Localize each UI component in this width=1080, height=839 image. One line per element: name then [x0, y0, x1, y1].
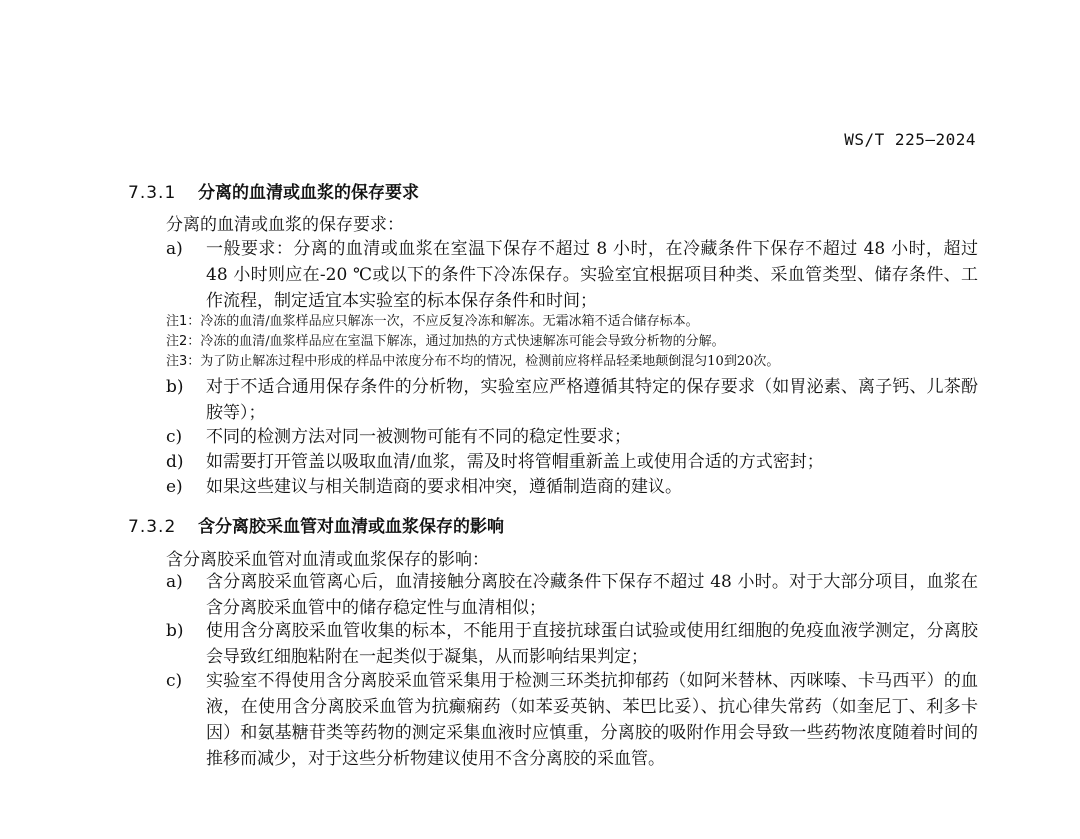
section-title: 分离的血清或血浆的保存要求 — [198, 183, 419, 203]
list-item-text: 一般要求：分离的血清或血浆在室温下保存不超过 8 小时，在冷藏条件下保存不超过 48 小时，超过 48 小时则应在-20 ℃或以下的条件下冷冻保存。实验室宜根据项目种类、采血管类型、储存条件、工作流程，制定适宜本实验室的标本保存条件和时间； — [206, 239, 978, 311]
note-label: 注3： — [166, 354, 201, 369]
list-item — [166, 569, 978, 621]
section-heading-7-3-1 — [128, 178, 419, 203]
list-item — [166, 474, 978, 500]
list-item-text: 实验室不得使用含分离胶采血管采集用于检测三环类抗抑郁药（如阿米替林、丙咪嗪、卡马西平）的血液，在使用含分离胶采血管为抗癫痫药（如苯妥英钠、苯巴比妥）、抗心律失常药（如奎尼丁、利多卡因）和氨基糖苷类等药物的测定采集血液时应慎重，分离胶的吸附作用会导致一些药物浓度随着时间的推移而减少，对于这些分析物建议使用不含分离胶的采血管。 — [206, 671, 978, 769]
section-number: 7.3.1 — [128, 183, 177, 203]
section-title: 含分离胶采血管对血清或血浆保存的影响 — [198, 517, 504, 537]
list-item-text: 含分离胶采血管离心后，血清接触分离胶在冷藏条件下保存不超过 48 小时。对于大部分项目，血浆在含分离胶采血管中的储存稳定性与血清相似； — [206, 572, 978, 618]
list-marker: b) — [166, 377, 184, 397]
list-item — [166, 668, 978, 772]
list-item — [166, 424, 978, 450]
section-number: 7.3.2 — [128, 517, 177, 537]
list-item-text: 如需要打开管盖以吸取血清/血浆，需及时将管帽重新盖上或使用合适的方式密封； — [206, 452, 824, 472]
list-item-text: 如果这些建议与相关制造商的要求相冲突，遵循制造商的建议。 — [206, 477, 682, 497]
list-marker: c) — [166, 671, 183, 691]
note-text: 为了防止解冻过程中形成的样品中浓度分布不均的情况，检测前应将样品轻柔地颠倒混匀10到20次。 — [200, 354, 780, 369]
list-item — [166, 236, 978, 314]
list-item-text: 使用含分离胶采血管收集的标本，不能用于直接抗球蛋白试验或使用红细胞的免疫血液学测定，分离胶会导致红细胞粘附在一起类似于凝集，从而影响结果判定； — [206, 621, 978, 667]
note-label: 注2： — [166, 334, 201, 349]
section-heading-7-3-2 — [128, 512, 504, 537]
list-item-text: 不同的检测方法对同一被测物可能有不同的稳定性要求； — [206, 427, 631, 447]
list-marker: a) — [166, 239, 183, 259]
list-marker: b) — [166, 621, 184, 641]
note-item — [166, 311, 978, 333]
note-item — [166, 351, 978, 373]
note-text: 冷冻的血清/血浆样品应只解冻一次，不应反复冷冻和解冻。无霜冰箱不适合储存标本。 — [200, 314, 699, 329]
note-text: 冷冻的血清/血浆样品应在室温下解冻，通过加热的方式快速解冻可能会导致分析物的分解。 — [200, 334, 725, 349]
list-item — [166, 374, 978, 426]
section-intro: 含分离胶采血管对血清或血浆保存的影响： — [166, 550, 489, 570]
list-item — [166, 618, 978, 670]
list-item — [166, 449, 978, 475]
list-marker: c) — [166, 427, 183, 447]
note-item — [166, 331, 978, 353]
section-intro: 分离的血清或血浆的保存要求： — [166, 215, 404, 235]
list-marker: a) — [166, 572, 183, 592]
note-label: 注1： — [166, 314, 201, 329]
list-marker: e) — [166, 477, 183, 497]
document-code: WS/T 225—2024 — [844, 130, 976, 149]
list-item-text: 对于不适合通用保存条件的分析物，实验室应严格遵循其特定的保存要求（如胃泌素、离子钙、儿茶酚胺等）； — [206, 377, 978, 423]
list-marker: d) — [166, 452, 184, 472]
